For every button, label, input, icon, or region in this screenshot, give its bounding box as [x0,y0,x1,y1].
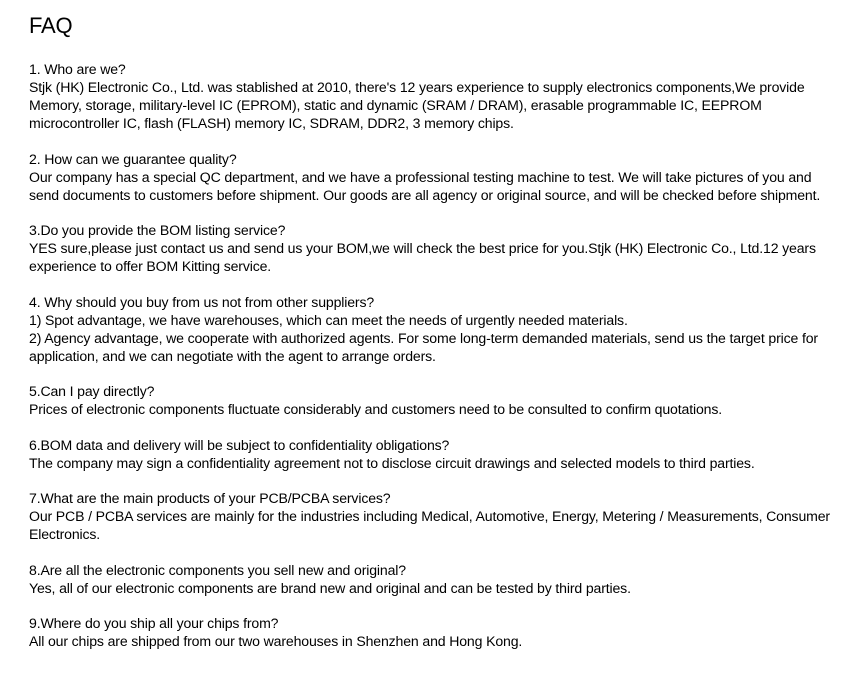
faq-item-1 [29,60,839,132]
faq-question: 7.What are the main products of your PCB/PCBA services? [29,490,391,506]
page-title: FAQ [29,13,73,38]
faq-item-4 [29,293,839,365]
faq-question: 1. Who are we? [29,61,126,77]
faq-answer: The company may sign a confidentiality agreement not to disclose circuit drawings and selected models to third parties. [29,454,755,471]
faq-answer: Prices of electronic components fluctuate considerably and customers need to be consulted to confirm quotations. [29,401,722,417]
faq-list [29,60,839,668]
faq-item-5 [29,382,839,418]
faq-question: 8.Are all the electronic components you sell new and original? [29,561,406,578]
faq-question: 9.Where do you ship all your chips from? [29,615,279,631]
faq-item-9 [29,614,839,650]
faq-item-3 [29,221,839,275]
faq-item-7 [29,489,839,543]
faq-answer: Yes, all of our electronic components are brand new and original and can be tested by third parties. [29,579,631,596]
faq-answer: YES sure,please just contact us and send us your BOM,we will check the best price for you.Stjk (HK) Electronic Co., Ltd.12 years experience to offer BOM Kitting service. [29,240,816,274]
faq-answer: Our PCB / PCBA services are mainly for the industries including Medical, Automotive, Energy, Metering / Measurements, Consumer Electronics. [29,508,830,542]
faq-question: 5.Can I pay directly? [29,383,155,399]
faq-item-6 [29,436,839,472]
faq-answer: All our chips are shipped from our two warehouses in Shenzhen and Hong Kong. [29,633,523,649]
faq-question: 2. How can we guarantee quality? [29,150,237,167]
faq-question: 6.BOM data and delivery will be subject to confidentiality obligations? [29,436,450,453]
faq-question: 4. Why should you buy from us not from other suppliers? [29,293,375,310]
faq-item-2 [29,150,839,204]
faq-question: 3.Do you provide the BOM listing service? [29,222,286,238]
faq-item-8 [29,561,839,597]
faq-answer-line: 1) Spot advantage, we have warehouses, which can meet the needs of urgently needed materials. [29,311,628,328]
faq-answer: Stjk (HK) Electronic Co., Ltd. was stablished at 2010, there's 12 years experience to supply electronics components,We provide Memory, storage, military-level IC (EPROM), static and dynamic (SRAM / DRAM), erasable programmable IC, EEPROM microcontroller IC, flash (FLASH) memory IC, SDRAM, DDR2, 3 memory chips. [29,79,805,131]
faq-answer-line: 2) Agency advantage, we cooperate with authorized agents. For some long-term demanded materials, send us the target price for application, and we can negotiate with the agent to arrange orders. [29,329,818,364]
faq-answer: Our company has a special QC department, and we have a professional testing machine to test. We will take pictures of you and send documents to customers before shipment. Our goods are all agency or original source, and will be checked before shipment. [29,168,821,203]
